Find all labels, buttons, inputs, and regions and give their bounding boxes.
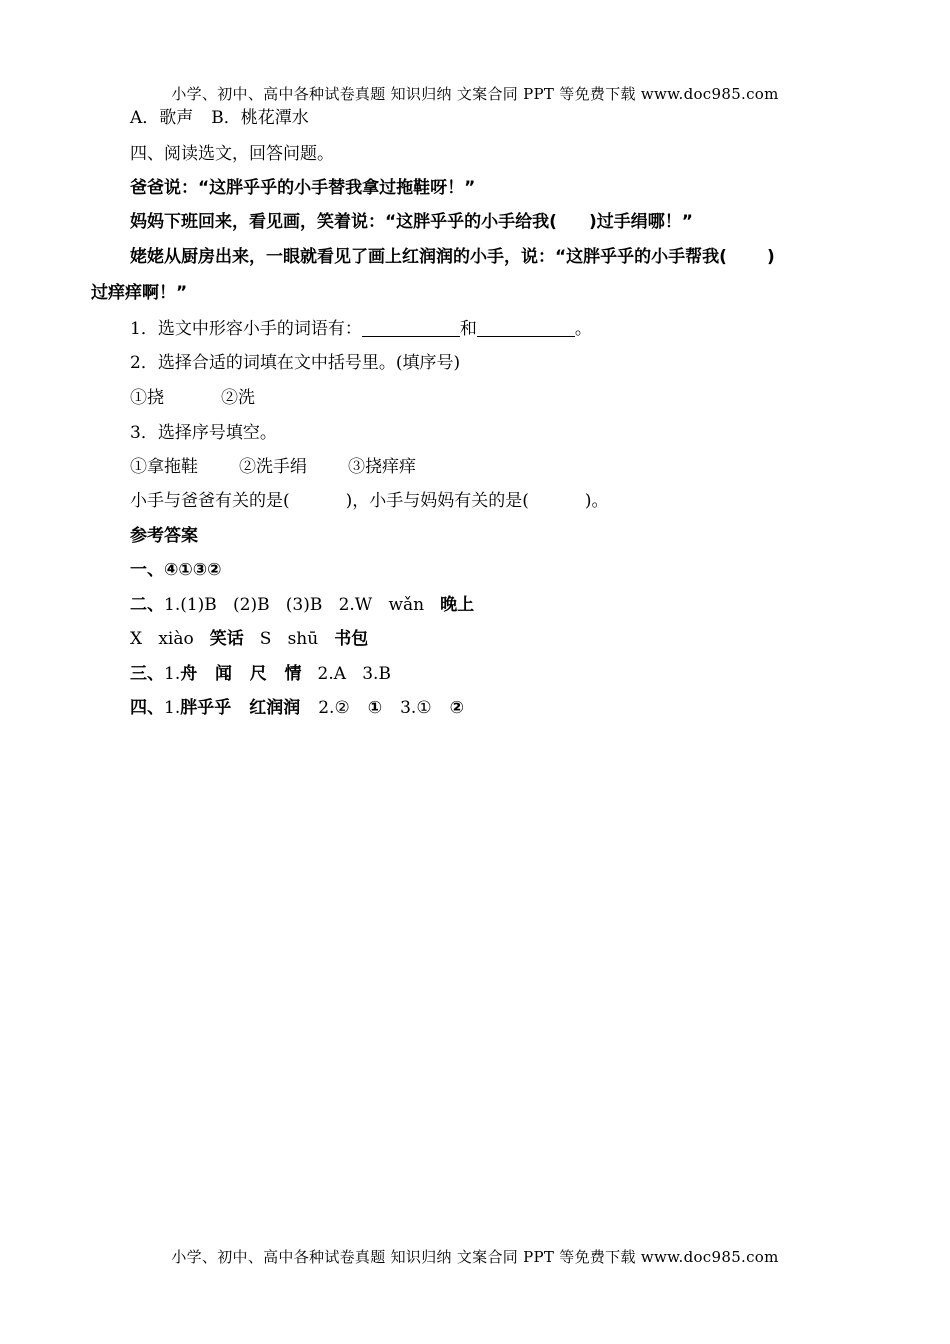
answer-2 <box>130 593 474 617</box>
answer-4-part-2: 2.② <box>318 698 350 718</box>
section-4-title: 四、阅读选文，回答问题。 <box>130 144 334 164</box>
answer-2-line-2 <box>130 627 368 651</box>
answer-4-part-2b: ① <box>367 698 383 718</box>
answer-2-parts: 1.(1)B (2)B (3)B 2.W wǎn <box>164 595 425 615</box>
answer-3-label: 三、 <box>130 664 164 684</box>
question-1 <box>130 317 592 341</box>
answer-4-part-3: 3.① <box>400 698 432 718</box>
question-3-options <box>130 455 416 479</box>
passage-paragraph-3-continued: 过痒痒啊！” <box>91 283 188 303</box>
answer-blank-1[interactable] <box>362 319 460 337</box>
q3-fill-text-b: )，小手与妈妈有关的是( <box>345 491 529 511</box>
q3-option-2: ②洗手绢 <box>239 457 307 477</box>
answer-2-word-2: 笑话 <box>209 629 244 649</box>
passage-p3-paren: ) <box>766 247 775 267</box>
answer-2-word-3: 书包 <box>334 629 369 649</box>
question-2-options <box>130 386 255 410</box>
passage-p2-end: )过手绢哪！” <box>588 212 693 232</box>
q3-fill-text-a: 小手与爸爸有关的是( <box>130 491 290 511</box>
answer-4-part-3b: ② <box>449 698 464 718</box>
passage-paragraph-3 <box>130 245 775 269</box>
question-2: 2．选择合适的词填在文中括号里。(填序号) <box>130 353 461 373</box>
answer-2-word-1: 晚上 <box>440 595 475 615</box>
answer-4-label: 四、 <box>130 698 164 718</box>
option-a: A．歌声 <box>130 108 194 128</box>
answer-4 <box>130 696 464 720</box>
q3-fill-text-c: )。 <box>584 491 609 511</box>
answer-3-rest: 2.A 3.B <box>317 664 391 684</box>
page-footer: 小学、初中、高中各种试卷真题 知识归纳 文案合同 PPT 等免费下载 www.doc985.com <box>171 1248 779 1266</box>
answer-1-label: 一、 <box>130 560 164 580</box>
q2-option-2: ②洗 <box>221 388 255 408</box>
q3-option-3: ③挠痒痒 <box>348 457 416 477</box>
answer-blank-2[interactable] <box>477 319 575 337</box>
q2-option-1: ①挠 <box>130 388 164 408</box>
option-b: B．桃花潭水 <box>211 108 309 128</box>
answer-2-pinyin-2: S shū <box>259 629 319 649</box>
passage-paragraph-2 <box>130 210 693 234</box>
question-3: 3．选择序号填空。 <box>130 423 277 443</box>
answer-2-label: 二、 <box>130 595 164 615</box>
passage-p3-text: 姥姥从厨房出来，一眼就看见了画上红润润的小手，说：“这胖乎乎的小手帮我( <box>130 247 727 267</box>
question-1-and: 和 <box>459 319 477 339</box>
answers-title: 参考答案 <box>130 526 198 546</box>
answer-2-pinyin-1: X xiào <box>130 629 194 649</box>
answer-4-word-2: 红润润 <box>249 698 301 718</box>
passage-paragraph-1: 爸爸说：“这胖乎乎的小手替我拿过拖鞋呀！” <box>130 178 476 198</box>
answer-3 <box>130 662 391 686</box>
answer-4-num: 1. <box>164 698 181 718</box>
question-1-end: 。 <box>574 319 592 339</box>
answer-3-words: 舟 闻 尺 情 <box>180 664 302 684</box>
passage-p2-text: 妈妈下班回来，看见画，笑着说：“这胖乎乎的小手给我( <box>130 212 557 232</box>
options-line <box>130 106 309 130</box>
question-3-fill <box>130 489 609 513</box>
answer-3-num: 1. <box>164 664 181 684</box>
q3-option-1: ①拿拖鞋 <box>130 457 198 477</box>
page-header: 小学、初中、高中各种试卷真题 知识归纳 文案合同 PPT 等免费下载 www.doc985.com <box>171 85 779 103</box>
question-1-text: 1．选文中形容小手的词语有： <box>130 319 362 339</box>
answer-1-value: ④①③② <box>164 560 222 580</box>
answer-1 <box>130 558 222 582</box>
answer-4-word-1: 胖乎乎 <box>180 698 232 718</box>
